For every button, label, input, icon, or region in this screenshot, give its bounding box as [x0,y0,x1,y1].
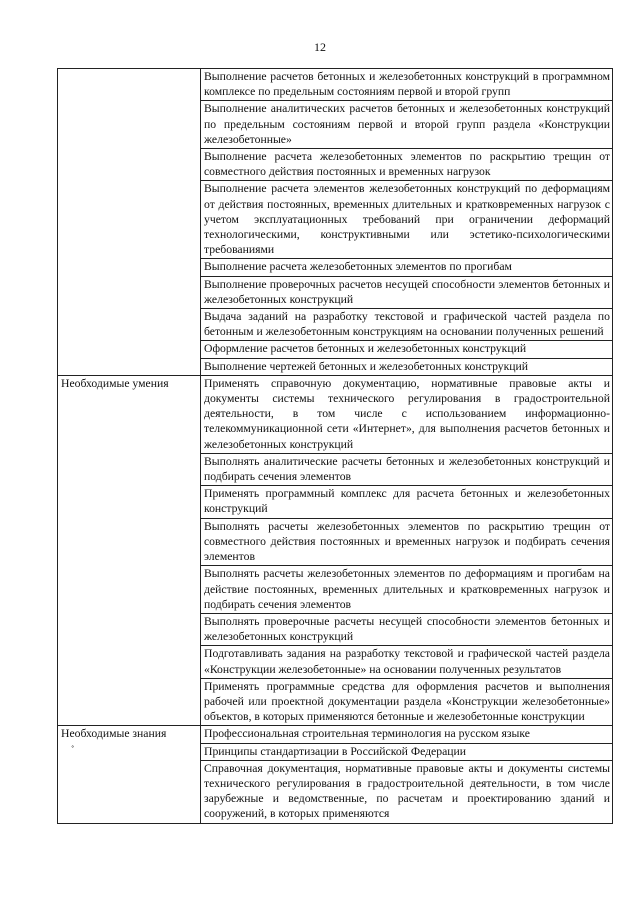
table-cell: Выполнять проверочные расчеты несущей способности элементов бетонных и железобетонных конструкций [201,613,613,645]
table-cell: Выполнение чертежей бетонных и железобетонных конструкций [201,358,613,375]
table-cell: Выполнение расчета железобетонных элементов по прогибам [201,259,613,276]
table-row [58,375,613,453]
table-cell: Подготавливать задания на разработку текстовой и графической частей раздела «Конструкции железобетонные» на основании полученных результатов [201,646,613,678]
table-cell: Применять программный комплекс для расчета бетонных и железобетонных конструкций [201,486,613,518]
row-label-knowledge-text: Необходимые знания [61,727,167,741]
table-cell: Выполнять расчеты железобетонных элементов по деформациям и прогибам на действие постоянных, временных длительных и кратковременных нагрузок и подбирать сечения элементов [201,566,613,614]
table-cell: Оформление расчетов бетонных и железобетонных конструкций [201,341,613,358]
pen-mark: ˚ [71,744,75,756]
table-cell: Выполнение проверочных расчетов несущей способности элементов бетонных и железобетонных конструкций [201,276,613,308]
table-cell: Выполнять аналитические расчеты бетонных и железобетонных конструкций и подбирать сечения элементов [201,453,613,485]
table-cell: Выполнение аналитических расчетов бетонных и железобетонных конструкций по предельным состояниям первой и второй групп раздела «Конструкции железобетонные» [201,101,613,149]
table-cell: Выполнять расчеты железобетонных элементов по раскрытию трещин от совместного действия постоянных и временных нагрузок и подбирать сечения элементов [201,518,613,566]
table-cell: Выполнение расчетов бетонных и железобетонных конструкций в программном комплексе по предельным состояниям первой и второй групп [201,69,613,101]
row-label-skills: Необходимые умения [58,375,201,725]
table-cell: Справочная документация, нормативные правовые акты и документы системы технического регулирования в градостроительной деятельности, в том числе зарубежные и ведомственные, по расчетам и проектированию зданий и сооружений, в которых применяются [201,760,613,823]
requirements-table [57,68,613,824]
table-cell: Выполнение расчета железобетонных элементов по раскрытию трещин от совместного действия постоянных и временных нагрузок [201,149,613,181]
row-label-knowledge [58,726,201,823]
table-row [58,726,613,743]
table-row [58,69,613,101]
table-cell: Принципы стандартизации в Российской Федерации [201,743,613,760]
table-cell: Выполнение расчета элементов железобетонных конструкций по деформациям от действия постоянных, временных длительных и кратковременных нагрузок с учетом эксплуатационных требований при ограничении деформаций технологическими, конструктивными или эстетико-психологическими требованиями [201,181,613,259]
table-cell: Применять программные средства для оформления расчетов и выполнения рабочей или проектной документации раздела «Конструкции железобетонные» объектов, в которых применяются бетонные и железобетонные конструкции [201,678,613,726]
table-cell: Профессиональная строительная терминология на русском языке [201,726,613,743]
row-label [58,69,201,376]
table-cell: Выдача заданий на разработку текстовой и графической частей раздела по бетонным и железобетонным конструкциям на основании полученных решений [201,309,613,341]
table-cell: Применять справочную документацию, нормативные правовые акты и документы системы технического регулирования в градостроительной деятельности, в том числе с использованием информационно-телекоммуникационной сети «Интернет», для выполнения расчетов бетонных и железобетонных конструкций [201,375,613,453]
page-number: 12 [314,40,326,54]
